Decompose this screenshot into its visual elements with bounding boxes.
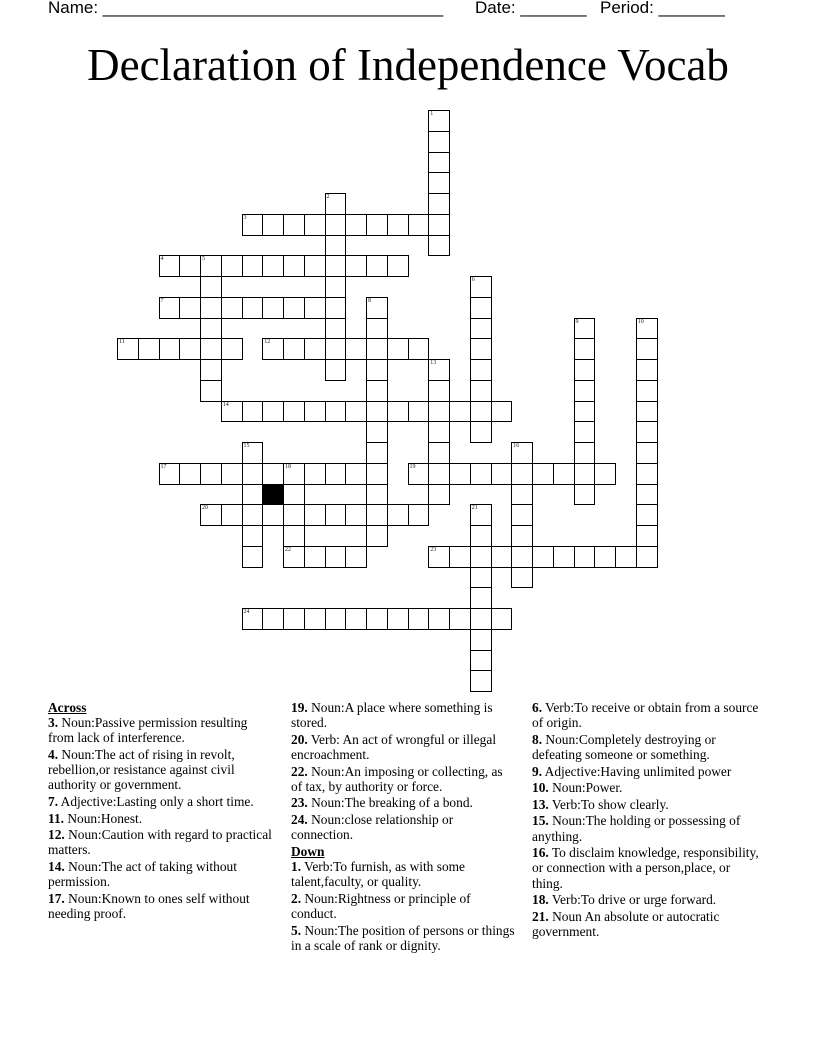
grid-cell[interactable]: [511, 463, 533, 485]
grid-cell[interactable]: [179, 297, 201, 319]
grid-cell[interactable]: [636, 380, 658, 402]
grid-cell[interactable]: [200, 318, 222, 340]
grid-cell[interactable]: [159, 255, 181, 277]
clue-column-1: [48, 700, 274, 923]
clue-number: 7: [160, 297, 164, 304]
clue-number: 4: [160, 256, 164, 263]
grid-cell[interactable]: [345, 546, 367, 568]
grid-cell[interactable]: [636, 401, 658, 423]
grid-cell[interactable]: [304, 214, 326, 236]
grid-cell[interactable]: [366, 338, 388, 360]
grid-cell[interactable]: [511, 484, 533, 506]
grid-cell[interactable]: [345, 401, 367, 423]
grid-cell[interactable]: [574, 401, 596, 423]
grid-cell[interactable]: [366, 255, 388, 277]
grid-cell[interactable]: [491, 608, 513, 630]
grid-cell[interactable]: [200, 297, 222, 319]
grid-cell[interactable]: [449, 546, 471, 568]
down-clue: 1. Verb:To furnish, as with some talent,faculty, or quality.: [291, 858, 465, 890]
grid-cell[interactable]: [408, 338, 430, 360]
grid-cell[interactable]: [491, 546, 513, 568]
clue-number: 15: [243, 443, 250, 449]
down-clue: 6. Verb:To receive or obtain from a source of origin.: [532, 700, 759, 731]
grid-cell[interactable]: [283, 214, 305, 236]
across-clue: 24. Noun:close relationship or connection.: [291, 811, 454, 843]
grid-cell[interactable]: [470, 650, 492, 672]
grid-cell[interactable]: [283, 484, 305, 506]
grid-cell[interactable]: [636, 546, 658, 568]
grid-cell[interactable]: [428, 152, 450, 174]
grid-cell[interactable]: [470, 401, 492, 423]
grid-cell[interactable]: [262, 463, 284, 485]
grid-cell[interactable]: [242, 401, 264, 423]
grid-cell[interactable]: [242, 214, 264, 236]
grid-cell[interactable]: [428, 110, 450, 132]
down-heading: Down: [291, 843, 325, 859]
down-clue: 10. Noun:Power.: [532, 780, 623, 796]
across-clue: 14. Noun:The act of taking without permission.: [48, 858, 237, 890]
clue-number: 18: [285, 463, 291, 470]
grid-cell[interactable]: [304, 338, 326, 360]
grid-cell[interactable]: [242, 504, 264, 526]
grid-cell[interactable]: [470, 421, 492, 443]
grid-cell[interactable]: [304, 504, 326, 526]
grid-cell[interactable]: [262, 338, 284, 360]
grid-cell[interactable]: [179, 255, 201, 277]
clue-number: 10: [637, 318, 644, 325]
across-clue: 3. Noun:Passive permission resulting from lack of interference.: [48, 715, 248, 746]
grid-cell[interactable]: [387, 214, 409, 236]
grid-cell[interactable]: [221, 255, 243, 277]
clue-number: 14: [222, 401, 229, 408]
clue-number: 12: [264, 339, 271, 346]
grid-cell[interactable]: [325, 504, 347, 526]
grid-cell[interactable]: [408, 504, 430, 526]
grid-cell[interactable]: [345, 504, 367, 526]
grid-cell[interactable]: [428, 193, 450, 215]
grid-cell[interactable]: [242, 297, 264, 319]
grid-cell[interactable]: [470, 380, 492, 402]
grid-cell[interactable]: [470, 546, 492, 568]
grid-cell[interactable]: [470, 318, 492, 340]
grid-cell[interactable]: [159, 463, 181, 485]
grid-cell[interactable]: [221, 297, 243, 319]
grid-cell[interactable]: [345, 608, 367, 630]
grid-cell[interactable]: [325, 214, 347, 236]
grid-cell[interactable]: [242, 484, 264, 506]
grid-cell[interactable]: [242, 442, 264, 464]
grid-cell[interactable]: [262, 504, 284, 526]
grid-cell[interactable]: [387, 608, 409, 630]
grid-cell[interactable]: [138, 338, 160, 360]
grid-cell[interactable]: [325, 297, 347, 319]
grid-cell[interactable]: [470, 567, 492, 589]
grid-cell[interactable]: [636, 442, 658, 464]
across-clue: 23. Noun:The breaking of a bond.: [291, 795, 473, 811]
grid-cell[interactable]: [428, 214, 450, 236]
grid-cell[interactable]: [574, 463, 596, 485]
grid-cell[interactable]: [262, 608, 284, 630]
grid-cell[interactable]: [325, 359, 347, 381]
grid-cell[interactable]: [428, 401, 450, 423]
grid-cell[interactable]: [283, 255, 305, 277]
grid-cell[interactable]: [366, 214, 388, 236]
grid-cell[interactable]: [366, 525, 388, 547]
grid-cell[interactable]: [636, 318, 658, 340]
grid-cell[interactable]: [325, 235, 347, 257]
grid-cell[interactable]: [283, 546, 305, 568]
grid-cell[interactable]: [594, 463, 616, 485]
clue-number: 21: [471, 505, 478, 512]
grid-cell[interactable]: [428, 421, 450, 443]
grid-cell[interactable]: [366, 318, 388, 340]
grid-cell[interactable]: [574, 421, 596, 443]
grid-cell[interactable]: [159, 297, 181, 319]
grid-cell[interactable]: [408, 463, 430, 485]
grid-cell[interactable]: [408, 608, 430, 630]
grid-cell[interactable]: [283, 608, 305, 630]
grid-cell[interactable]: [470, 463, 492, 485]
grid-cell[interactable]: [200, 255, 222, 277]
grid-cell[interactable]: [262, 401, 284, 423]
across-clue: 4. Noun:The act of rising in revolt, rebellion,or resistance against civil authority or government.: [48, 747, 235, 793]
grid-cell[interactable]: [470, 670, 492, 692]
across-clue: 19. Noun:A place where something is stored.: [291, 700, 493, 731]
name-field[interactable]: Name: ____________________________________: [48, 0, 444, 17]
grid-cell[interactable]: [470, 338, 492, 360]
grid-cell[interactable]: [387, 504, 409, 526]
grid-cell[interactable]: [325, 546, 347, 568]
period-field[interactable]: Period: _______: [600, 0, 725, 17]
grid-cell[interactable]: [242, 525, 264, 547]
grid-cell[interactable]: [511, 442, 533, 464]
grid-cell[interactable]: [262, 214, 284, 236]
grid-cell[interactable]: [387, 401, 409, 423]
clue-number: 2: [326, 194, 330, 200]
grid-cell[interactable]: [304, 255, 326, 277]
grid-cell[interactable]: [428, 380, 450, 402]
grid-cell[interactable]: [283, 463, 305, 485]
grid-cell[interactable]: [366, 442, 388, 464]
across-clue: 17. Noun:Known to ones self without needing proof.: [48, 890, 250, 921]
grid-cell[interactable]: [470, 359, 492, 381]
grid-cell[interactable]: [366, 297, 388, 319]
grid-cell[interactable]: [470, 629, 492, 651]
grid-cell[interactable]: [470, 297, 492, 319]
grid-cell[interactable]: [636, 338, 658, 360]
grid-cell[interactable]: [179, 338, 201, 360]
grid-cell[interactable]: [283, 525, 305, 547]
grid-cell[interactable]: [491, 401, 513, 423]
grid-cell[interactable]: [615, 546, 637, 568]
grid-cell[interactable]: [304, 297, 326, 319]
grid-cell[interactable]: [470, 276, 492, 298]
grid-cell[interactable]: [242, 608, 264, 630]
clue-number: 11: [119, 339, 125, 346]
across-clue: 7. Adjective:Lasting only a short time.: [48, 794, 254, 809]
grid-cell[interactable]: [408, 214, 430, 236]
grid-cell[interactable]: [428, 442, 450, 464]
down-clue: 2. Noun:Rightness or principle of conduct.: [291, 890, 471, 921]
grid-cell[interactable]: [283, 338, 305, 360]
grid-cell[interactable]: [200, 338, 222, 360]
down-clue: 5. Noun:The position of persons or things in a scale of rank or dignity.: [291, 922, 515, 953]
grid-cell[interactable]: [366, 463, 388, 485]
grid-cell[interactable]: [470, 608, 492, 630]
down-clue: 8. Noun:Completely destroying or defeating someone or something.: [532, 731, 716, 762]
clue-number: 6: [471, 277, 475, 283]
grid-cell[interactable]: [325, 401, 347, 423]
grid-cell[interactable]: [449, 401, 471, 423]
grid-cell[interactable]: [345, 214, 367, 236]
down-clue: 21. Noun An absolute or autocratic government.: [532, 908, 720, 939]
grid-cell[interactable]: [366, 504, 388, 526]
grid-cell[interactable]: [636, 525, 658, 547]
grid-cell[interactable]: [221, 401, 243, 423]
across-clue: 12. Noun:Caution with regard to practical matters.: [48, 827, 272, 858]
grid-cell[interactable]: [304, 463, 326, 485]
down-clue: 15. Noun:The holding or possessing of anything.: [532, 813, 741, 844]
clue-column-2: [291, 700, 517, 954]
grid-cell[interactable]: [574, 484, 596, 506]
grid-cell[interactable]: [428, 463, 450, 485]
grid-cell[interactable]: [325, 608, 347, 630]
grid-cell[interactable]: [511, 504, 533, 526]
grid-cell[interactable]: [325, 276, 347, 298]
grid-cell[interactable]: [200, 359, 222, 381]
grid-cell[interactable]: [574, 359, 596, 381]
grid-cell[interactable]: [428, 546, 450, 568]
grid-cell[interactable]: [221, 338, 243, 360]
clue-number: 22: [285, 546, 291, 553]
grid-cell[interactable]: [366, 421, 388, 443]
grid-cell[interactable]: [387, 255, 409, 277]
down-clue: 13. Verb:To show clearly.: [532, 796, 669, 812]
clue-number: 5: [202, 256, 205, 263]
grid-cell[interactable]: [242, 463, 264, 485]
black-cell: [262, 484, 284, 506]
grid-cell[interactable]: [470, 587, 492, 609]
grid-cell[interactable]: [242, 255, 264, 277]
grid-cell[interactable]: [428, 131, 450, 153]
grid-cell[interactable]: [325, 255, 347, 277]
down-clue: 16. To disclaim knowledge, responsibility, or connection with a person,place, or thing.: [532, 845, 759, 891]
grid-cell[interactable]: [304, 546, 326, 568]
date-field[interactable]: Date: _______: [475, 0, 587, 17]
grid-cell[interactable]: [200, 504, 222, 526]
grid-cell[interactable]: [511, 525, 533, 547]
grid-cell[interactable]: [283, 401, 305, 423]
grid-cell[interactable]: [636, 504, 658, 526]
grid-cell[interactable]: [345, 338, 367, 360]
clue-number: 1: [430, 111, 434, 117]
grid-cell[interactable]: [117, 338, 139, 360]
grid-cell[interactable]: [262, 255, 284, 277]
grid-cell[interactable]: [159, 338, 181, 360]
grid-cell[interactable]: [428, 235, 450, 257]
down-clue: 18. Verb:To drive or urge forward.: [532, 892, 717, 908]
grid-cell[interactable]: [325, 318, 347, 340]
grid-cell[interactable]: [200, 380, 222, 402]
grid-cell[interactable]: [428, 484, 450, 506]
grid-cell[interactable]: [304, 608, 326, 630]
grid-cell[interactable]: [366, 401, 388, 423]
clue-number: 16: [513, 443, 520, 449]
clue-number: 20: [202, 505, 208, 512]
grid-cell[interactable]: [511, 567, 533, 589]
clue-number: 19: [409, 463, 416, 470]
grid-cell[interactable]: [574, 338, 596, 360]
across-heading: Across: [48, 700, 87, 715]
grid-cell[interactable]: [491, 463, 513, 485]
grid-cell[interactable]: [636, 421, 658, 443]
grid-cell[interactable]: [325, 338, 347, 360]
grid-cell[interactable]: [366, 359, 388, 381]
grid-cell[interactable]: [242, 546, 264, 568]
grid-cell[interactable]: [200, 276, 222, 298]
grid-cell[interactable]: [262, 297, 284, 319]
grid-cell[interactable]: [221, 504, 243, 526]
grid-cell[interactable]: [366, 484, 388, 506]
clue-column-3: [532, 700, 764, 941]
grid-cell[interactable]: [366, 380, 388, 402]
across-clue: 22. Noun:An imposing or collecting, as of tax, by authority or force.: [291, 763, 503, 794]
grid-cell[interactable]: [428, 172, 450, 194]
grid-cell[interactable]: [511, 546, 533, 568]
grid-cell[interactable]: [449, 608, 471, 630]
grid-cell[interactable]: [221, 463, 243, 485]
grid-cell[interactable]: [325, 463, 347, 485]
grid-cell[interactable]: [574, 442, 596, 464]
clue-number: 13: [430, 360, 437, 366]
grid-cell[interactable]: [200, 463, 222, 485]
grid-cell[interactable]: [532, 463, 554, 485]
grid-cell[interactable]: [283, 297, 305, 319]
grid-cell[interactable]: [636, 463, 658, 485]
clue-number: 9: [575, 318, 579, 325]
grid-cell[interactable]: [366, 608, 388, 630]
grid-cell[interactable]: [574, 318, 596, 340]
grid-cell[interactable]: [428, 608, 450, 630]
grid-cell[interactable]: [470, 504, 492, 526]
down-clue: 9. Adjective:Having unlimited power: [532, 763, 732, 779]
grid-cell[interactable]: [428, 359, 450, 381]
grid-cell[interactable]: [553, 463, 575, 485]
grid-cell[interactable]: [304, 401, 326, 423]
clue-number: 8: [368, 297, 371, 304]
grid-cell[interactable]: [449, 463, 471, 485]
grid-cell[interactable]: [574, 546, 596, 568]
grid-cell[interactable]: [179, 463, 201, 485]
page-title: Declaration of Independence Vocab: [87, 40, 729, 90]
grid-cell[interactable]: [532, 546, 554, 568]
clue-number: 3: [243, 214, 247, 221]
clue-number: 17: [160, 463, 167, 470]
grid-cell[interactable]: [387, 338, 409, 360]
grid-cell[interactable]: [325, 193, 347, 215]
grid-cell[interactable]: [553, 546, 575, 568]
grid-cell[interactable]: [636, 359, 658, 381]
grid-cell[interactable]: [283, 504, 305, 526]
across-clue: 20. Verb: An act of wrongful or illegal encroachment.: [291, 731, 497, 762]
grid-cell[interactable]: [345, 463, 367, 485]
grid-cell[interactable]: [470, 525, 492, 547]
grid-cell[interactable]: [345, 255, 367, 277]
clue-number: 23: [430, 546, 437, 553]
clue-number: 24: [243, 609, 250, 615]
across-clue: 11. Noun:Honest.: [48, 810, 143, 826]
grid-cell[interactable]: [574, 380, 596, 402]
grid-cell[interactable]: [594, 546, 616, 568]
grid-cell[interactable]: [408, 401, 430, 423]
grid-cell[interactable]: [636, 484, 658, 506]
